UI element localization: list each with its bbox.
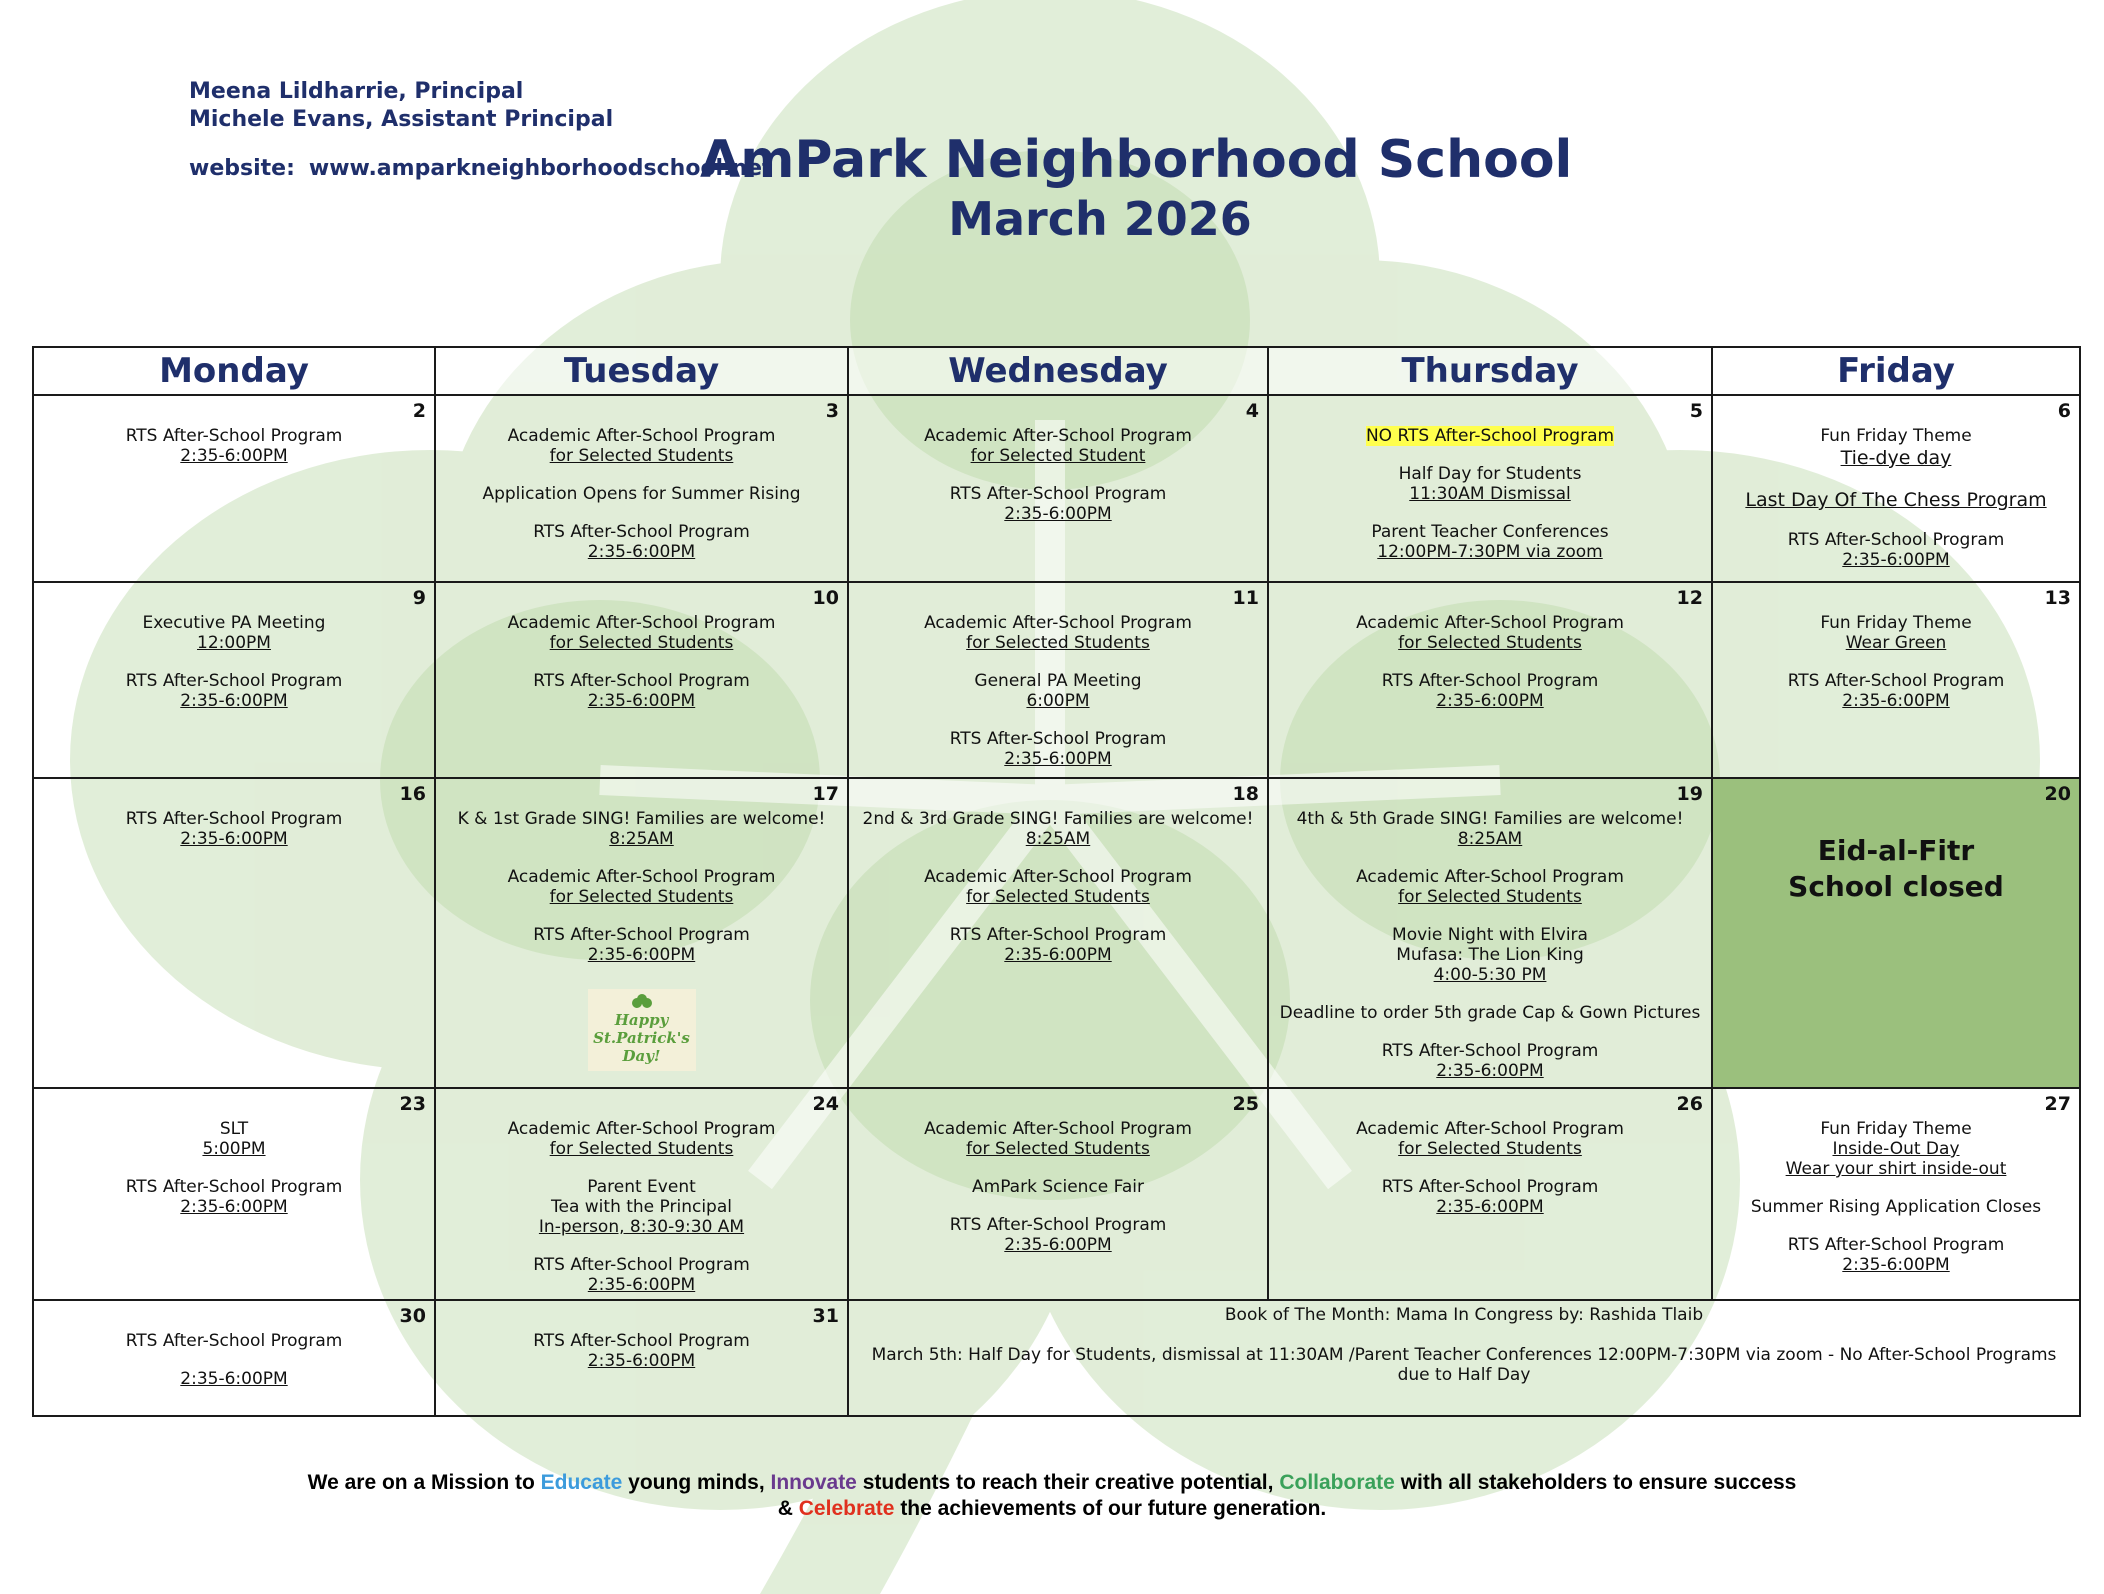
event-line: RTS After-School Program [1381, 671, 1599, 691]
event-line: Wear your shirt inside-out [1785, 1159, 2007, 1179]
event-line: 2:35-6:00PM [1436, 1061, 1544, 1081]
calendar-event [855, 484, 1261, 524]
event-line: Academic After-School Program [924, 867, 1192, 887]
day-number: 16 [399, 783, 426, 805]
day-number: 6 [2057, 400, 2071, 422]
day-cell [435, 395, 848, 582]
website-label: website: [189, 156, 295, 181]
calendar-event [40, 1177, 428, 1217]
event-list [849, 1089, 1267, 1259]
event-line: SLT [219, 1119, 249, 1139]
day-number: 9 [412, 587, 426, 609]
day-cell-content [849, 1089, 1267, 1259]
day-number: 11 [1232, 587, 1259, 609]
day-number: 5 [1689, 400, 1703, 422]
calendar-event [442, 671, 841, 711]
event-line: RTS After-School Program [1787, 530, 2005, 550]
calendar-event [442, 1177, 841, 1237]
calendar-event [1275, 867, 1705, 907]
event-line: RTS After-School Program [533, 522, 750, 542]
event-line: RTS After-School Program [125, 1177, 343, 1197]
calendar-event [442, 1255, 841, 1295]
event-line: 8:25AM [1457, 829, 1523, 849]
event-line: 2:35-6:00PM [587, 945, 696, 965]
event-list [849, 779, 1267, 969]
event-line: 5:00PM [202, 1139, 266, 1159]
event-line: 2nd & 3rd Grade SING! Families are welcome! [862, 809, 1254, 829]
day-number: 24 [812, 1093, 839, 1115]
calendar-event [40, 809, 428, 849]
event-line: Academic After-School Program [924, 1119, 1192, 1139]
calendar-event [1275, 671, 1705, 711]
day-cell [1268, 778, 1712, 1088]
weekday-header: Tuesday [435, 347, 848, 395]
calendar-event [442, 484, 841, 504]
month-title: March 2026 [948, 192, 1252, 246]
event-line: Tea with the Principal [551, 1197, 732, 1217]
day-cell-content [1269, 779, 1711, 1085]
calendar-event [442, 522, 841, 562]
event-list [34, 396, 434, 470]
day-cell [848, 1088, 1268, 1300]
day-cell-content [849, 779, 1267, 969]
event-list [34, 779, 434, 853]
day-cell [33, 1300, 435, 1416]
event-line: 2:35-6:00PM [1842, 691, 1950, 711]
page-title [700, 128, 1573, 246]
event-list [1269, 583, 1711, 715]
event-line: for Selected Students [549, 887, 734, 907]
event-line: Academic After-School Program [1356, 613, 1624, 633]
day-number: 20 [2044, 783, 2071, 805]
mission-celebrate: Celebrate [798, 1497, 895, 1520]
principal-name: Meena Lildharrie, Principal [189, 79, 524, 104]
event-line: RTS After-School Program [125, 809, 343, 829]
event-line: for Selected Students [549, 1139, 734, 1159]
day-cell [848, 582, 1268, 778]
event-line: for Selected Students [966, 887, 1150, 907]
event-line: 2:35-6:00PM [587, 1275, 696, 1295]
calendar-event [1719, 530, 2073, 570]
calendar-grid [32, 346, 2081, 1417]
event-line: Parent Event [587, 1177, 696, 1197]
week-row [33, 582, 2080, 778]
event-line: 2:35-6:00PM [180, 446, 288, 466]
day-cell-content [849, 396, 1267, 528]
day-cell-content [34, 1089, 434, 1221]
calendar-event [1275, 809, 1705, 849]
event-line: 8:25AM [1025, 829, 1091, 849]
event-line: 2:35-6:00PM [587, 691, 696, 711]
event-line: Tie-dye day [1840, 447, 1952, 469]
calendar-event [442, 867, 841, 907]
event-line: Half Day for Students [1398, 464, 1582, 484]
calendar-event [855, 1177, 1261, 1197]
day-cell [435, 582, 848, 778]
calendar-event [442, 1119, 841, 1159]
holiday-label [1713, 779, 2079, 905]
calendar-event [442, 613, 841, 653]
event-list [34, 1301, 434, 1393]
day-number: 13 [2044, 587, 2071, 609]
event-line: 2:35-6:00PM [587, 1351, 696, 1371]
sticker-text: Happy St.Patrick's Day! [593, 1011, 690, 1065]
calendar-event [40, 613, 428, 653]
event-line: 2:35-6:00PM [1004, 504, 1112, 524]
event-line: 2:35-6:00PM [180, 829, 288, 849]
day-number: 30 [399, 1305, 426, 1327]
march-5-note: March 5th: Half Day for Students, dismissal at 11:30AM /Parent Teacher Conferences 12:00PM-7:30PM via zoom - No After-School Programs due to Half Day [871, 1345, 2057, 1385]
day-cell [1712, 1088, 2080, 1300]
event-line: Academic After-School Program [924, 613, 1192, 633]
day-cell [1268, 395, 1712, 582]
event-line: Application Opens for Summer Rising [482, 484, 801, 504]
holiday-line: School closed [1788, 870, 2004, 903]
day-cell-content [1713, 1089, 2079, 1279]
event-line: RTS After-School Program [1787, 671, 2005, 691]
event-line: 2:35-6:00PM [1436, 691, 1544, 711]
day-cell-content [436, 779, 847, 1080]
event-line: 2:35-6:00PM [1004, 1235, 1112, 1255]
calendar-event [1275, 464, 1705, 504]
event-line: Parent Teacher Conferences [1371, 522, 1609, 542]
event-line: RTS After-School Program [949, 729, 1167, 749]
event-line: 2:35-6:00PM [1004, 749, 1112, 769]
mission-text: & [777, 1497, 799, 1520]
event-line: Fun Friday Theme [1820, 1119, 1972, 1139]
calendar-event [1719, 1197, 2073, 1217]
day-number: 23 [399, 1093, 426, 1115]
event-line: In-person, 8:30-9:30 AM [538, 1217, 745, 1237]
day-number: 26 [1676, 1093, 1703, 1115]
holiday-line: Eid-al-Fitr [1817, 834, 1975, 867]
event-list [1713, 583, 2079, 715]
event-line: 2:35-6:00PM [1004, 945, 1112, 965]
week-row [33, 395, 2080, 582]
calendar-event [40, 1331, 428, 1351]
event-list [34, 583, 434, 715]
calendar-event [442, 809, 841, 849]
day-cell [1712, 582, 2080, 778]
school-name: AmPark Neighborhood School [700, 130, 1573, 190]
calendar-event [855, 613, 1261, 653]
mission-innovate: Innovate [770, 1471, 857, 1494]
event-line: Wear Green [1845, 633, 1947, 653]
calendar-event [1719, 671, 2073, 711]
event-line: RTS After-School Program [949, 925, 1167, 945]
day-cell [33, 1088, 435, 1300]
day-cell-content [1269, 396, 1711, 566]
calendar-event [442, 925, 841, 965]
calendar-event [1275, 613, 1705, 653]
event-list [1713, 1089, 2079, 1279]
day-number: 19 [1676, 783, 1703, 805]
event-line: RTS After-School Program [533, 671, 750, 691]
day-number: 2 [412, 400, 426, 422]
event-line: RTS After-School Program [1381, 1177, 1599, 1197]
day-cell-content [436, 1089, 847, 1299]
event-list [34, 1089, 434, 1221]
event-line: for Selected Students [1398, 887, 1582, 907]
event-line: Last Day Of The Chess Program [1745, 489, 2047, 511]
event-line: RTS After-School Program [533, 925, 750, 945]
weekday-header: Thursday [1268, 347, 1712, 395]
event-line: Academic After-School Program [1356, 1119, 1624, 1139]
calendar-event [1275, 1041, 1705, 1081]
day-number: 4 [1245, 400, 1259, 422]
calendar-event [40, 1119, 428, 1159]
calendar-event [1719, 1119, 2073, 1179]
event-line: Academic After-School Program [507, 426, 776, 446]
calendar-event [1719, 426, 2073, 470]
event-list [436, 779, 847, 1080]
mission-collaborate: Collaborate [1279, 1471, 1395, 1494]
event-line: Movie Night with Elvira [1392, 925, 1588, 945]
event-line: Inside-Out Day [1832, 1139, 1960, 1159]
day-cell [435, 1300, 848, 1416]
event-list [1269, 779, 1711, 1085]
day-number: 31 [812, 1305, 839, 1327]
event-line: Academic After-School Program [507, 867, 776, 887]
event-list [849, 583, 1267, 773]
event-line: RTS After-School Program [1787, 1235, 2005, 1255]
weekday-header: Wednesday [848, 347, 1268, 395]
mission-text: the achievements of our future generation. [894, 1497, 1327, 1520]
calendar-body [33, 395, 2080, 1416]
notes [849, 1301, 2079, 1409]
event-line: RTS After-School Program [949, 484, 1167, 504]
event-line: General PA Meeting [974, 671, 1142, 691]
day-cell-content [1713, 779, 2079, 905]
event-list [436, 583, 847, 715]
calendar-event [1719, 488, 2073, 512]
week-row [33, 778, 2080, 1088]
event-line: 2:35-6:00PM [1842, 1255, 1950, 1275]
event-line: for Selected Students [966, 633, 1150, 653]
staff-block [189, 78, 613, 134]
calendar-event [855, 1119, 1261, 1159]
day-number: 27 [2044, 1093, 2071, 1115]
mission-text: with all stakeholders to ensure success [1394, 1471, 1797, 1494]
event-line: K & 1st Grade SING! Families are welcome! [457, 809, 826, 829]
website-link[interactable]: www.amparkneighborhoodschool.net [308, 156, 773, 181]
event-line: Fun Friday Theme [1820, 613, 1972, 633]
event-line: for Selected Student [970, 446, 1146, 466]
event-line: 12:00PM [197, 633, 271, 653]
event-line: RTS After-School Program [533, 1255, 750, 1275]
day-cell-content [1269, 583, 1711, 715]
weekday-header-row [33, 347, 2080, 395]
day-number: 12 [1676, 587, 1703, 609]
event-line: for Selected Students [1398, 633, 1582, 653]
shamrock-sticker-icon [588, 989, 696, 1071]
calendar-event [855, 1215, 1261, 1255]
event-list [849, 396, 1267, 528]
event-line: Academic After-School Program [1356, 867, 1624, 887]
day-cell [33, 778, 435, 1088]
day-cell [435, 1088, 848, 1300]
calendar-event [855, 426, 1261, 466]
day-cell-content [34, 396, 434, 470]
day-cell-content [34, 583, 434, 715]
event-line: 11:30AM Dismissal [1409, 484, 1571, 504]
calendar-event [1275, 1177, 1705, 1217]
day-cell-content [34, 779, 434, 853]
event-line: 2:35-6:00PM [180, 1369, 288, 1389]
day-number: 25 [1232, 1093, 1259, 1115]
event-line: 12:00PM-7:30PM via zoom [1377, 542, 1603, 562]
day-cell [1712, 778, 2080, 1088]
event-line: 2:35-6:00PM [180, 1197, 288, 1217]
event-line: 4th & 5th Grade SING! Families are welcome! [1296, 809, 1684, 829]
weekday-header: Friday [1712, 347, 2080, 395]
event-line: for Selected Students [1398, 1139, 1582, 1159]
event-line: 4:00-5:30 PM [1433, 965, 1547, 985]
calendar-event [442, 426, 841, 466]
day-cell-content [1269, 1089, 1711, 1221]
weekday-header: Monday [33, 347, 435, 395]
day-number: 3 [825, 400, 839, 422]
event-line: RTS After-School Program [949, 1215, 1167, 1235]
event-line: Fun Friday Theme [1820, 426, 1972, 446]
calendar-event [855, 809, 1261, 849]
calendar-event [855, 925, 1261, 965]
event-line: 2:35-6:00PM [587, 542, 696, 562]
calendar-event [1719, 613, 2073, 653]
book-of-month: Book of The Month: Mama In Congress by: Rashida Tlaib [1224, 1305, 1704, 1325]
calendar-event [40, 426, 428, 466]
calendar-event [855, 867, 1261, 907]
event-line: 2:35-6:00PM [1436, 1197, 1544, 1217]
event-list [436, 1301, 847, 1375]
day-cell-content [436, 1301, 847, 1375]
event-line: for Selected Students [549, 446, 734, 466]
calendar-event [855, 671, 1261, 711]
event-line: RTS After-School Program [533, 1331, 750, 1351]
day-cell-content [1713, 583, 2079, 715]
event-line: Summer Rising Application Closes [1750, 1197, 2042, 1217]
calendar-event [40, 671, 428, 711]
calendar-event [1275, 426, 1705, 446]
calendar-event [855, 729, 1261, 769]
mission-text: We are on a Mission to [307, 1471, 541, 1494]
calendar-event [1275, 522, 1705, 562]
day-number: 18 [1232, 783, 1259, 805]
event-line: 2:35-6:00PM [1842, 550, 1950, 570]
day-cell [1268, 1088, 1712, 1300]
event-line: Executive PA Meeting [142, 613, 326, 633]
day-cell [33, 582, 435, 778]
day-cell-content [34, 1301, 434, 1393]
calendar-event [1719, 1235, 2073, 1275]
event-line: RTS After-School Program [125, 671, 343, 691]
mission-statement [300, 1470, 1804, 1522]
day-number: 10 [812, 587, 839, 609]
event-line: 6:00PM [1026, 691, 1090, 711]
day-cell [435, 778, 848, 1088]
event-line: for Selected Students [549, 633, 734, 653]
event-line: Academic After-School Program [507, 613, 776, 633]
event-line: for Selected Students [966, 1139, 1150, 1159]
event-line: 2:35-6:00PM [180, 691, 288, 711]
day-cell [848, 778, 1268, 1088]
mission-text: students to reach their creative potential, [856, 1471, 1280, 1494]
day-cell [33, 395, 435, 582]
notes-cell [848, 1300, 2080, 1416]
event-line: AmPark Science Fair [972, 1177, 1144, 1197]
event-list [1269, 1089, 1711, 1221]
event-line: NO RTS After-School Program [1365, 426, 1615, 446]
calendar-event [1275, 1003, 1705, 1023]
mission-educate: Educate [540, 1471, 623, 1494]
calendar-event [1275, 1119, 1705, 1159]
event-line: 8:25AM [609, 829, 674, 849]
event-list [1713, 396, 2079, 574]
calendar-event [1275, 925, 1705, 985]
event-line: RTS After-School Program [125, 426, 343, 446]
day-cell [1268, 582, 1712, 778]
event-line: Deadline to order 5th grade Cap & Gown Pictures [1279, 1003, 1701, 1023]
calendar-event [442, 1331, 841, 1371]
event-line: Academic After-School Program [924, 426, 1192, 446]
day-cell-content [436, 583, 847, 715]
event-list [436, 1089, 847, 1299]
day-cell-content [1713, 396, 2079, 574]
day-number: 17 [812, 783, 839, 805]
mission-text: young minds, [622, 1471, 771, 1494]
event-line: Academic After-School Program [507, 1119, 776, 1139]
event-list [1269, 396, 1711, 566]
event-line: Mufasa: The Lion King [1396, 945, 1584, 965]
event-list [436, 396, 847, 566]
assistant-principal-name: Michele Evans, Assistant Principal [189, 107, 614, 132]
calendar-event [40, 1369, 428, 1389]
event-line: RTS After-School Program [125, 1331, 343, 1351]
event-line: RTS After-School Program [1381, 1041, 1599, 1061]
day-cell-content [849, 583, 1267, 773]
week-row [33, 1088, 2080, 1300]
website-line [189, 156, 773, 181]
day-cell [848, 395, 1268, 582]
week-row [33, 1300, 2080, 1416]
day-cell-content [436, 396, 847, 566]
day-cell [1712, 395, 2080, 582]
